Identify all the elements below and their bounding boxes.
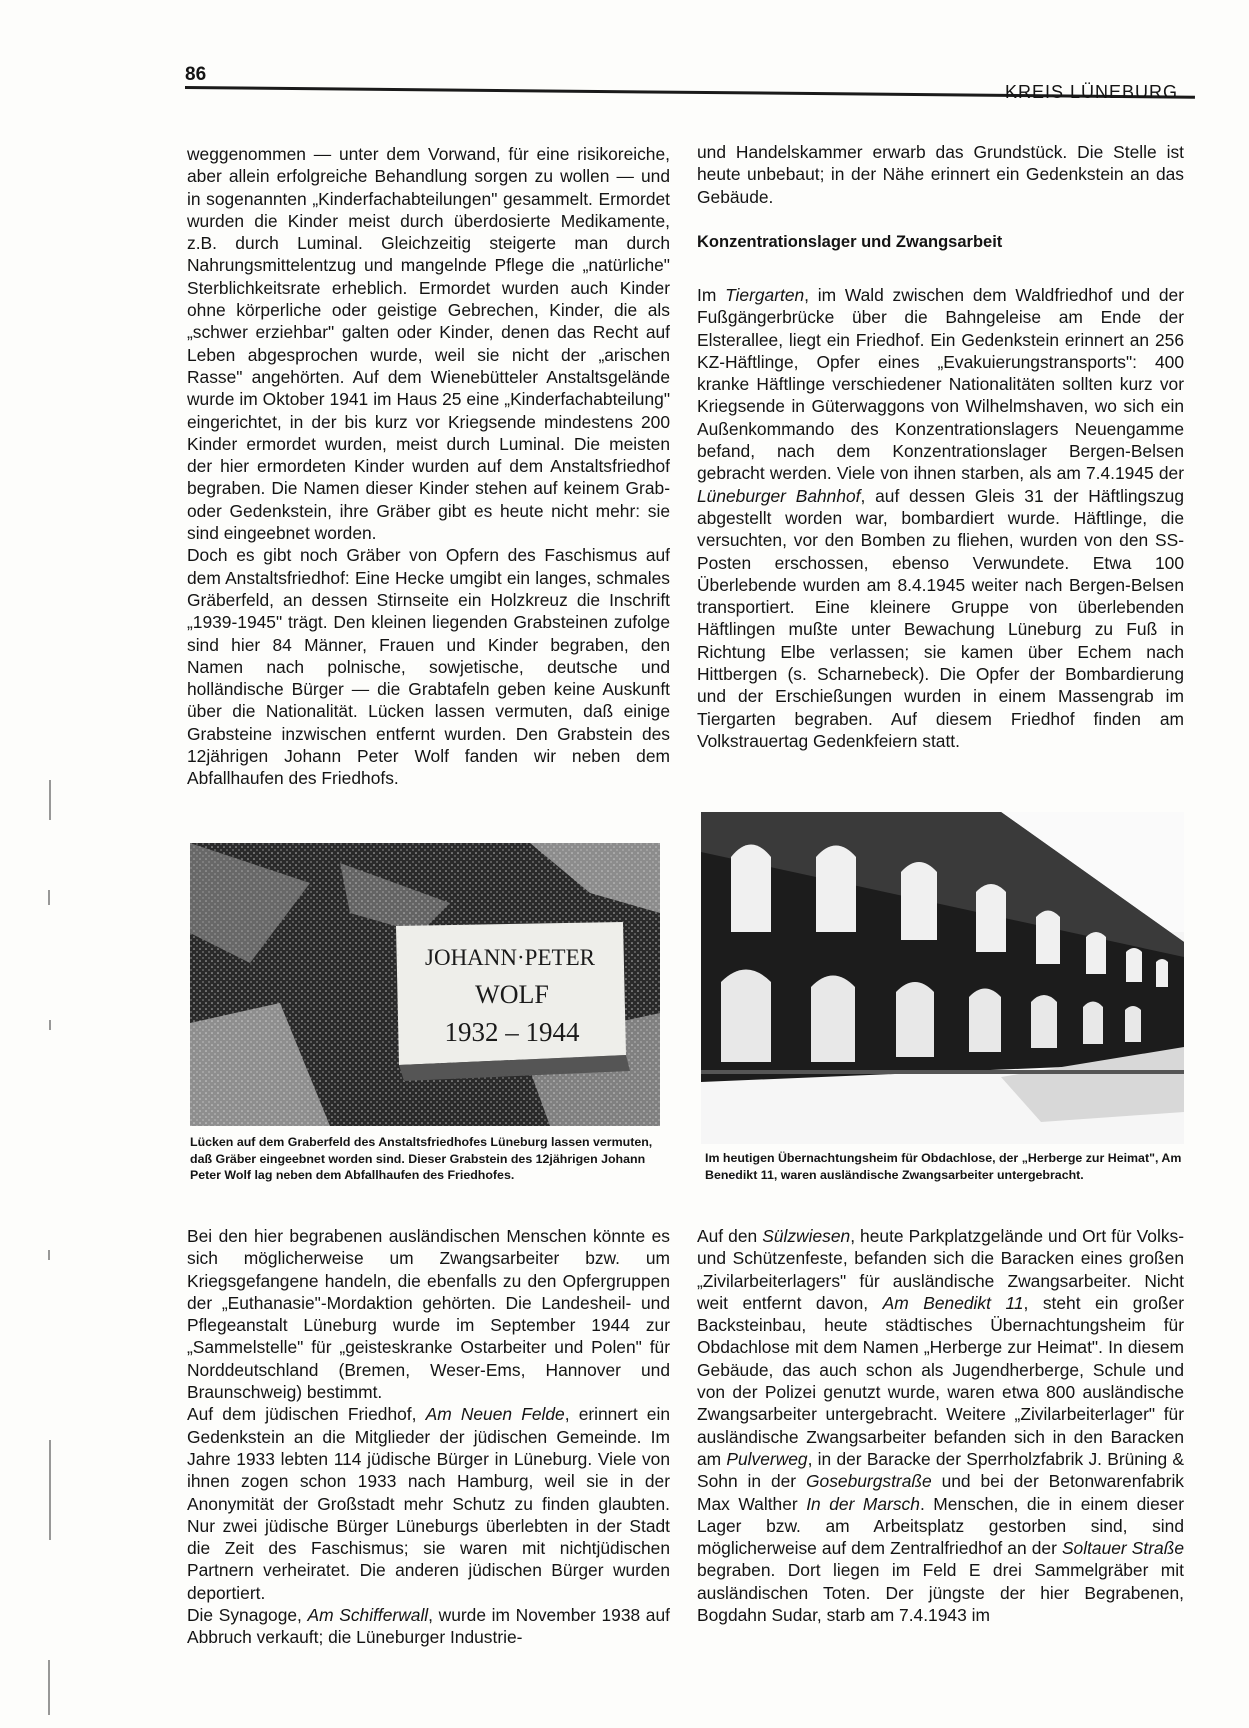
page-number: 86 <box>185 64 207 85</box>
paragraph: weggenommen — unter dem Vorwand, für eine risikoreiche, aber allein erfolgreiche Behandlung sorgen zu wollen — und in sogenannten „Kinderfachabteilungen" gesammelt. Ermordet wurden die Kinder meist durch überdosierte Medikamente, z.B. durch Luminal. Gleichzeitig steigerte man durch Nahrungsmittelentzug und mangelnde Pflege die „natürliche" Sterblichkeitsrate erheblich. Ermordet wurden auch Kinder ohne körperliche oder geistige Gebrechen, Kinder, die als „schwer erziehbar" galten oder Kinder, denen das Recht auf Leben abgesprochen wurde, weil sie nicht der „arischen Rasse" angehörten. Auf dem Wienebütteler Anstaltsgelände wurde im Oktober 1941 im Haus 25 eine „Kinderfachabteilung" eingerichtet, in der bis kurz vor Kriegsende mindestens 200 Kinder ermordet wurden, meist durch Luminal. Die meisten der hier ermordeten Kinder wurden auf dem Anstaltsfriedhof begraben. Die Namen dieser Kinder stehen auf keinem Grab- oder Gedenkstein, ihre Gräber gibt es heute nicht mehr: sie sind eingeebnet worden. <box>187 144 670 544</box>
paragraph: und Handelskammer erwarb das Grundstück. Die Stelle ist heute unbebaut; in der Nähe erinnert ein Gedenkstein an das Gebäude. <box>697 142 1184 207</box>
plaque-line-2: WOLF <box>475 980 549 1009</box>
gravestone-photo <box>190 843 660 1126</box>
paragraph: Auf dem jüdischen Friedhof, Am Neuen Felde, erinnert ein Gedenkstein an die Mitglieder der jüdischen Gemeinde. Im Jahre 1933 lebten 114 jüdische Bürger in Lüneburg. Viele von ihnen zogen schon 1933 nach Hamburg, weil sie in der Anonymität der Großstadt mehr Schutz zu finden glaubten. Nur zwei jüdische Bürger Lüneburgs überlebten in der Stadt die Zeit des Faschismus; sie waren mit nichtjüdischen Partnern verheiratet. Die anderen jüdischen Bürger wurden deportiert. <box>187 1404 670 1603</box>
paragraph: Die Synagoge, Am Schifferwall, wurde im November 1938 auf Abbruch verkauft; die Lüneburger Industrie- <box>187 1605 670 1648</box>
scan-margin-marks <box>44 780 56 1720</box>
right-column-top <box>697 284 1184 752</box>
paragraph: Im Tiergarten, im Wald zwischen dem Waldfriedhof und der Fußgängerbrücke über die Bahngeleise am Ende der Elsterallee, liegt ein Friedhof. Ein Gedenkstein erinnert an 256 KZ-Häftlinge, Opfer eines „Evakuierungstransports": 400 kranke Häftlinge verschiedener Nationalitäten sollten kurz vor Kriegsende in Güterwaggons von Wilhelmshaven, wo sich ein Außenkommando des Konzentrationslagers Neuengamme befand, nach dem Konzentrationslager Bergen-Belsen gebracht werden. Viele von ihnen starben, als am 7.4.1945 der Lüneburger Bahnhof, auf dessen Gleis 31 der Häftlingszug abgestellt worden war, bombardiert wurde. Häftlinge, die versuchten, vor den Bomben zu fliehen, wurden von den SS-Posten erschossen, ebenso Verwundete. Etwa 100 Überlebende wurden am 8.4.1945 weiter nach Bergen-Belsen transportiert. Eine kleinere Gruppe von überlebenden Häftlingen mußte unter Bewachung Lüneburg zu Fuß in Richtung Elbe verlassen; sie kamen über Echem nach Hittbergen (s. Scharnebeck). Die Opfer der Bombardierung und der Erschießungen wurden in einem Massengrab im Tiergarten begraben. Auf diesem Friedhof finden am Volkstrauertag Gedenkfeiern statt. <box>697 285 1184 751</box>
left-column-bottom <box>187 1225 670 1649</box>
plaque-line-3: 1932 – 1944 <box>444 1017 580 1047</box>
right-column-intro <box>697 141 1184 208</box>
left-column-top <box>187 143 670 790</box>
plaque-line-1: JOHANN·PETER <box>425 945 595 970</box>
paragraph: Bei den hier begrabenen ausländischen Menschen könnte es sich möglicherweise um Zwangsarbeiter bzw. um Kriegsgefangene handeln, die ebenfalls zu den Opfergruppen der „Euthanasie"-Mordaktion gehörten. Die Landesheil- und Pflegeanstalt Lüneburg wurde im September 1944 zur „Sammelstelle" für „geisteskranke Ostarbeiter und Polen" für Norddeutschland (Bremen, Weser-Ems, Hannover und Braunschweig) bestimmt. <box>187 1226 670 1403</box>
paragraph: Auf den Sülzwiesen, heute Parkplatzgelände und Ort für Volks- und Schützenfeste, befanden sich die Baracken eines großen „Zivilarbeiterlagers" für ausländische Zwangsarbeiter. Nicht weit entfernt davon, Am Benedikt 11, steht ein großer Backsteinbau, heute städtisches Übernachtungsheim für Obdachlose mit dem Namen „Herberge zur Heimat". In diesem Gebäude, das auch schon als Jugendherberge, Schule und von der Polizei genutzt wurde, waren etwa 800 ausländische Zwangsarbeiter untergebracht. Weitere „Zivilarbeiterlager" für ausländische Zwangsarbeiter befanden sich in den Baracken am Pulverweg, in der Baracke der Sperrholzfabrik J. Brüning & Sohn in der Goseburgstraße und bei der Betonwarenfabrik Max Walther In der Marsch. Menschen, die in einem dieser Lager bzw. am Arbeitsplatz gestorben sind, sind möglicherweise auf dem Zentralfriedhof an der Soltauer Straße begraben. Dort liegen im Feld E drei Sammelgräber mit ausländischen Toten. Der jüngste der hier Begrabenen, Bogdahn Sudar, starb am 7.4.1943 im <box>697 1226 1185 1626</box>
right-column-bottom <box>697 1225 1184 1626</box>
building-image <box>701 812 1184 1144</box>
building-caption: Im heutigen Übernachtungsheim für Obdachlose, der „Herberge zur Heimat", Am Benedikt 11, waren ausländische Zwangsarbeiter untergebracht. <box>705 1151 1182 1182</box>
section-heading: Konzentrationslager und Zwangsarbeit <box>697 233 1003 251</box>
paragraph: Doch es gibt noch Gräber von Opfern des Faschismus auf dem Anstaltsfriedhof: Eine Hecke umgibt ein langes, schmales Gräberfeld, an dessen Stirnseite ein Holzkreuz die Inschrift „1939-1945" trägt. Den kleinen liegenden Grabsteinen zufolge sind hier 84 Männer, Frauen und Kinder begraben, den Namen nach polnische, sowjetische, deutsche und holländische Bürger — die Grabtafeln geben keine Auskunft über die Nationalität. Lücken lassen vermuten, daß einige Grabsteine inzwischen entfernt wurden. Den Grabstein des 12jährigen Johann Peter Wolf fanden wir neben dem Abfallhaufen des Friedhofs. <box>187 545 670 789</box>
running-head: KREIS LÜNEBURG <box>1005 82 1179 102</box>
building-photo <box>701 812 1184 1144</box>
gravestone-caption: Lücken auf dem Graberfeld des Anstaltsfriedhofes Lüneburg lassen vermuten, daß Gräber eingeebnet worden sind. Dieser Grabstein des 12jährigen Johann Peter Wolf lag neben dem Abfallhaufen des Friedhofes. <box>190 1135 653 1182</box>
gravestone-image <box>190 843 660 1126</box>
